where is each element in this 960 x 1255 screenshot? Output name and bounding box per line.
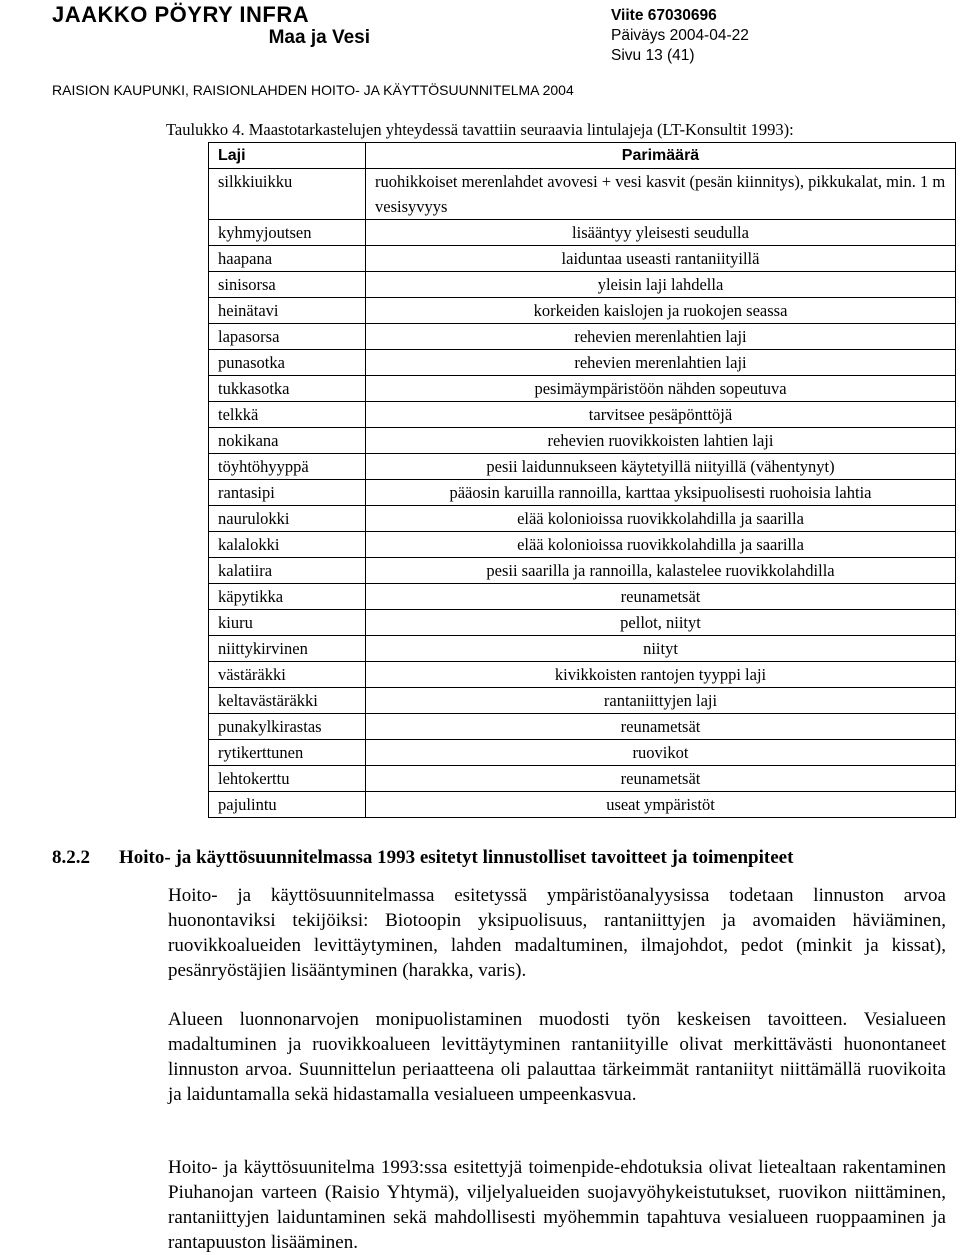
- company-logo: [52, 2, 370, 50]
- habitat-cell: yleisin laji lahdella: [366, 272, 956, 298]
- habitat-cell: korkeiden kaislojen ja ruokojen seassa: [366, 298, 956, 324]
- table-row: [209, 169, 956, 220]
- habitat-cell: pesii laidunnukseen käytetyillä niityillä (vähentynyt): [366, 454, 956, 480]
- table-row: [209, 740, 956, 766]
- table-row: [209, 220, 956, 246]
- habitat-cell: rantaniittyjen laji: [366, 688, 956, 714]
- species-cell: telkkä: [209, 402, 366, 428]
- table-row: [209, 324, 956, 350]
- species-cell: kiuru: [209, 610, 366, 636]
- company-name: JAAKKO PÖYRY INFRA: [52, 2, 310, 27]
- species-cell: silkkiuikku: [209, 169, 366, 220]
- species-cell: punakylkirastas: [209, 714, 366, 740]
- species-cell: haapana: [209, 246, 366, 272]
- table-row: [209, 272, 956, 298]
- habitat-cell: kivikkoisten rantojen tyyppi laji: [366, 662, 956, 688]
- habitat-cell: pellot, niityt: [366, 610, 956, 636]
- habitat-cell: lisääntyy yleisesti seudulla: [366, 220, 956, 246]
- bird-species-table: [208, 142, 956, 818]
- habitat-cell: ruohikkoiset merenlahdet avovesi + vesi kasvit (pesän kiinnitys), pikkukalat, min. 1 m vesisyvyys: [366, 169, 956, 220]
- habitat-cell: rehevien ruovikkoisten lahtien laji: [366, 428, 956, 454]
- species-cell: lehtokerttu: [209, 766, 366, 792]
- habitat-cell: useat ympäristöt: [366, 792, 956, 818]
- species-cell: heinätavi: [209, 298, 366, 324]
- table-row: [209, 350, 956, 376]
- habitat-cell: rehevien merenlahtien laji: [366, 350, 956, 376]
- section-heading: [52, 847, 793, 869]
- table-row: [209, 714, 956, 740]
- species-cell: lapasorsa: [209, 324, 366, 350]
- species-cell: kalatiira: [209, 558, 366, 584]
- species-cell: töyhtöhyyppä: [209, 454, 366, 480]
- species-cell: tukkasotka: [209, 376, 366, 402]
- habitat-cell: tarvitsee pesäpönttöjä: [366, 402, 956, 428]
- habitat-cell: reunametsät: [366, 584, 956, 610]
- habitat-cell: pesimäympäristöön nähden sopeutuva: [366, 376, 956, 402]
- table-row: [209, 584, 956, 610]
- page-number: Sivu 13 (41): [611, 47, 695, 64]
- species-cell: nokikana: [209, 428, 366, 454]
- table-row: [209, 246, 956, 272]
- company-division: Maa ja Vesi: [268, 27, 370, 48]
- table-row: [209, 402, 956, 428]
- column-header-species: Laji: [209, 143, 366, 169]
- body-paragraph: Hoito- ja käyttösuunitelma 1993:ssa esitettyjä toimenpide-ehdotuksia olivat lietealtaan rakentaminen Piuhanojan varteen (Raisio Yhtymä), viljelyalueiden suojavyöhykeistutukset, ruovikon niittäminen, rantaniittyjen laiduntaminen sekä mahdollisesti myöhemmin tapahtuva vesialueen ruoppaaminen ja rantapuuston lisääminen.: [168, 1157, 946, 1253]
- table-row: [209, 688, 956, 714]
- table-row: [209, 298, 956, 324]
- species-cell: käpytikka: [209, 584, 366, 610]
- reference-number: Viite 67030696: [611, 7, 717, 24]
- habitat-cell: reunametsät: [366, 714, 956, 740]
- section-number: 8.2.2: [52, 847, 90, 868]
- species-cell: rantasipi: [209, 480, 366, 506]
- body-paragraph: Alueen luonnonarvojen monipuolistaminen muodosti työn keskeisen tavoitteen. Vesialueen madaltuminen ja ruovikkoalueen levittäytyminen rantaniityille olivat merkittävästi huonontaneet linnuston arvoa. Suunnittelun periaatteena oli palauttaa tärkeimmät rantaniityt niittämällä ruovikoita ja laiduntamalla sekä hidastamalla vesialueen umpeenkasvua.: [168, 1009, 946, 1105]
- habitat-cell: elää kolonioissa ruovikkolahdilla ja saarilla: [366, 506, 956, 532]
- species-cell: naurulokki: [209, 506, 366, 532]
- habitat-cell: ruovikot: [366, 740, 956, 766]
- habitat-cell: reunametsät: [366, 766, 956, 792]
- species-cell: sinisorsa: [209, 272, 366, 298]
- species-cell: keltavästäräkki: [209, 688, 366, 714]
- table-row: [209, 558, 956, 584]
- species-cell: niittykirvinen: [209, 636, 366, 662]
- table-row: [209, 610, 956, 636]
- table-row: [209, 376, 956, 402]
- table-row: [209, 480, 956, 506]
- habitat-cell: laiduntaa useasti rantaniityillä: [366, 246, 956, 272]
- table-caption: Taulukko 4. Maastotarkastelujen yhteydessä tavattiin seuraavia lintulajeja (LT-Konsultit 1993):: [166, 120, 794, 139]
- habitat-cell: rehevien merenlahtien laji: [366, 324, 956, 350]
- section-title: Hoito- ja käyttösuunnitelmassa 1993 esitetyt linnustolliset tavoitteet ja toimenpiteet: [119, 847, 794, 868]
- species-cell: pajulintu: [209, 792, 366, 818]
- table-row: [209, 662, 956, 688]
- document-date: Päiväys 2004-04-22: [611, 27, 749, 44]
- table-row: [209, 532, 956, 558]
- table-row: [209, 506, 956, 532]
- habitat-cell: niityt: [366, 636, 956, 662]
- species-cell: kyhmyjoutsen: [209, 220, 366, 246]
- species-cell: rytikerttunen: [209, 740, 366, 766]
- table-row: [209, 454, 956, 480]
- species-cell: punasotka: [209, 350, 366, 376]
- table-row: [209, 766, 956, 792]
- column-header-habitat: Parimäärä: [366, 143, 956, 169]
- document-title: RAISION KAUPUNKI, RAISIONLAHDEN HOITO- JA KÄYTTÖSUUNNITELMA 2004: [52, 82, 574, 98]
- body-paragraph: Hoito- ja käyttösuunnitelmassa esitetyssä ympäristöanalyysissa todetaan linnuston arvoa huonontaviksi tekijöiksi: Biotoopin yksipuolisuus, rantaniittyjen ja avomaiden häviäminen, ruovikkoalueiden levittäytyminen, lahden madaltuminen, ilmajohdot, pedot (minkit ja kissat), pesänryöstäjien lisääntyminen (harakka, varis).: [168, 885, 946, 981]
- table-row: [209, 636, 956, 662]
- species-cell: västäräkki: [209, 662, 366, 688]
- table-row: [209, 792, 956, 818]
- document-meta: [611, 6, 749, 66]
- habitat-cell: elää kolonioissa ruovikkolahdilla ja saarilla: [366, 532, 956, 558]
- species-cell: kalalokki: [209, 532, 366, 558]
- table-header-row: [209, 143, 956, 169]
- habitat-cell: pesii saarilla ja rannoilla, kalastelee ruovikkolahdilla: [366, 558, 956, 584]
- table-row: [209, 428, 956, 454]
- habitat-cell: pääosin karuilla rannoilla, karttaa yksipuolisesti ruohoisia lahtia: [366, 480, 956, 506]
